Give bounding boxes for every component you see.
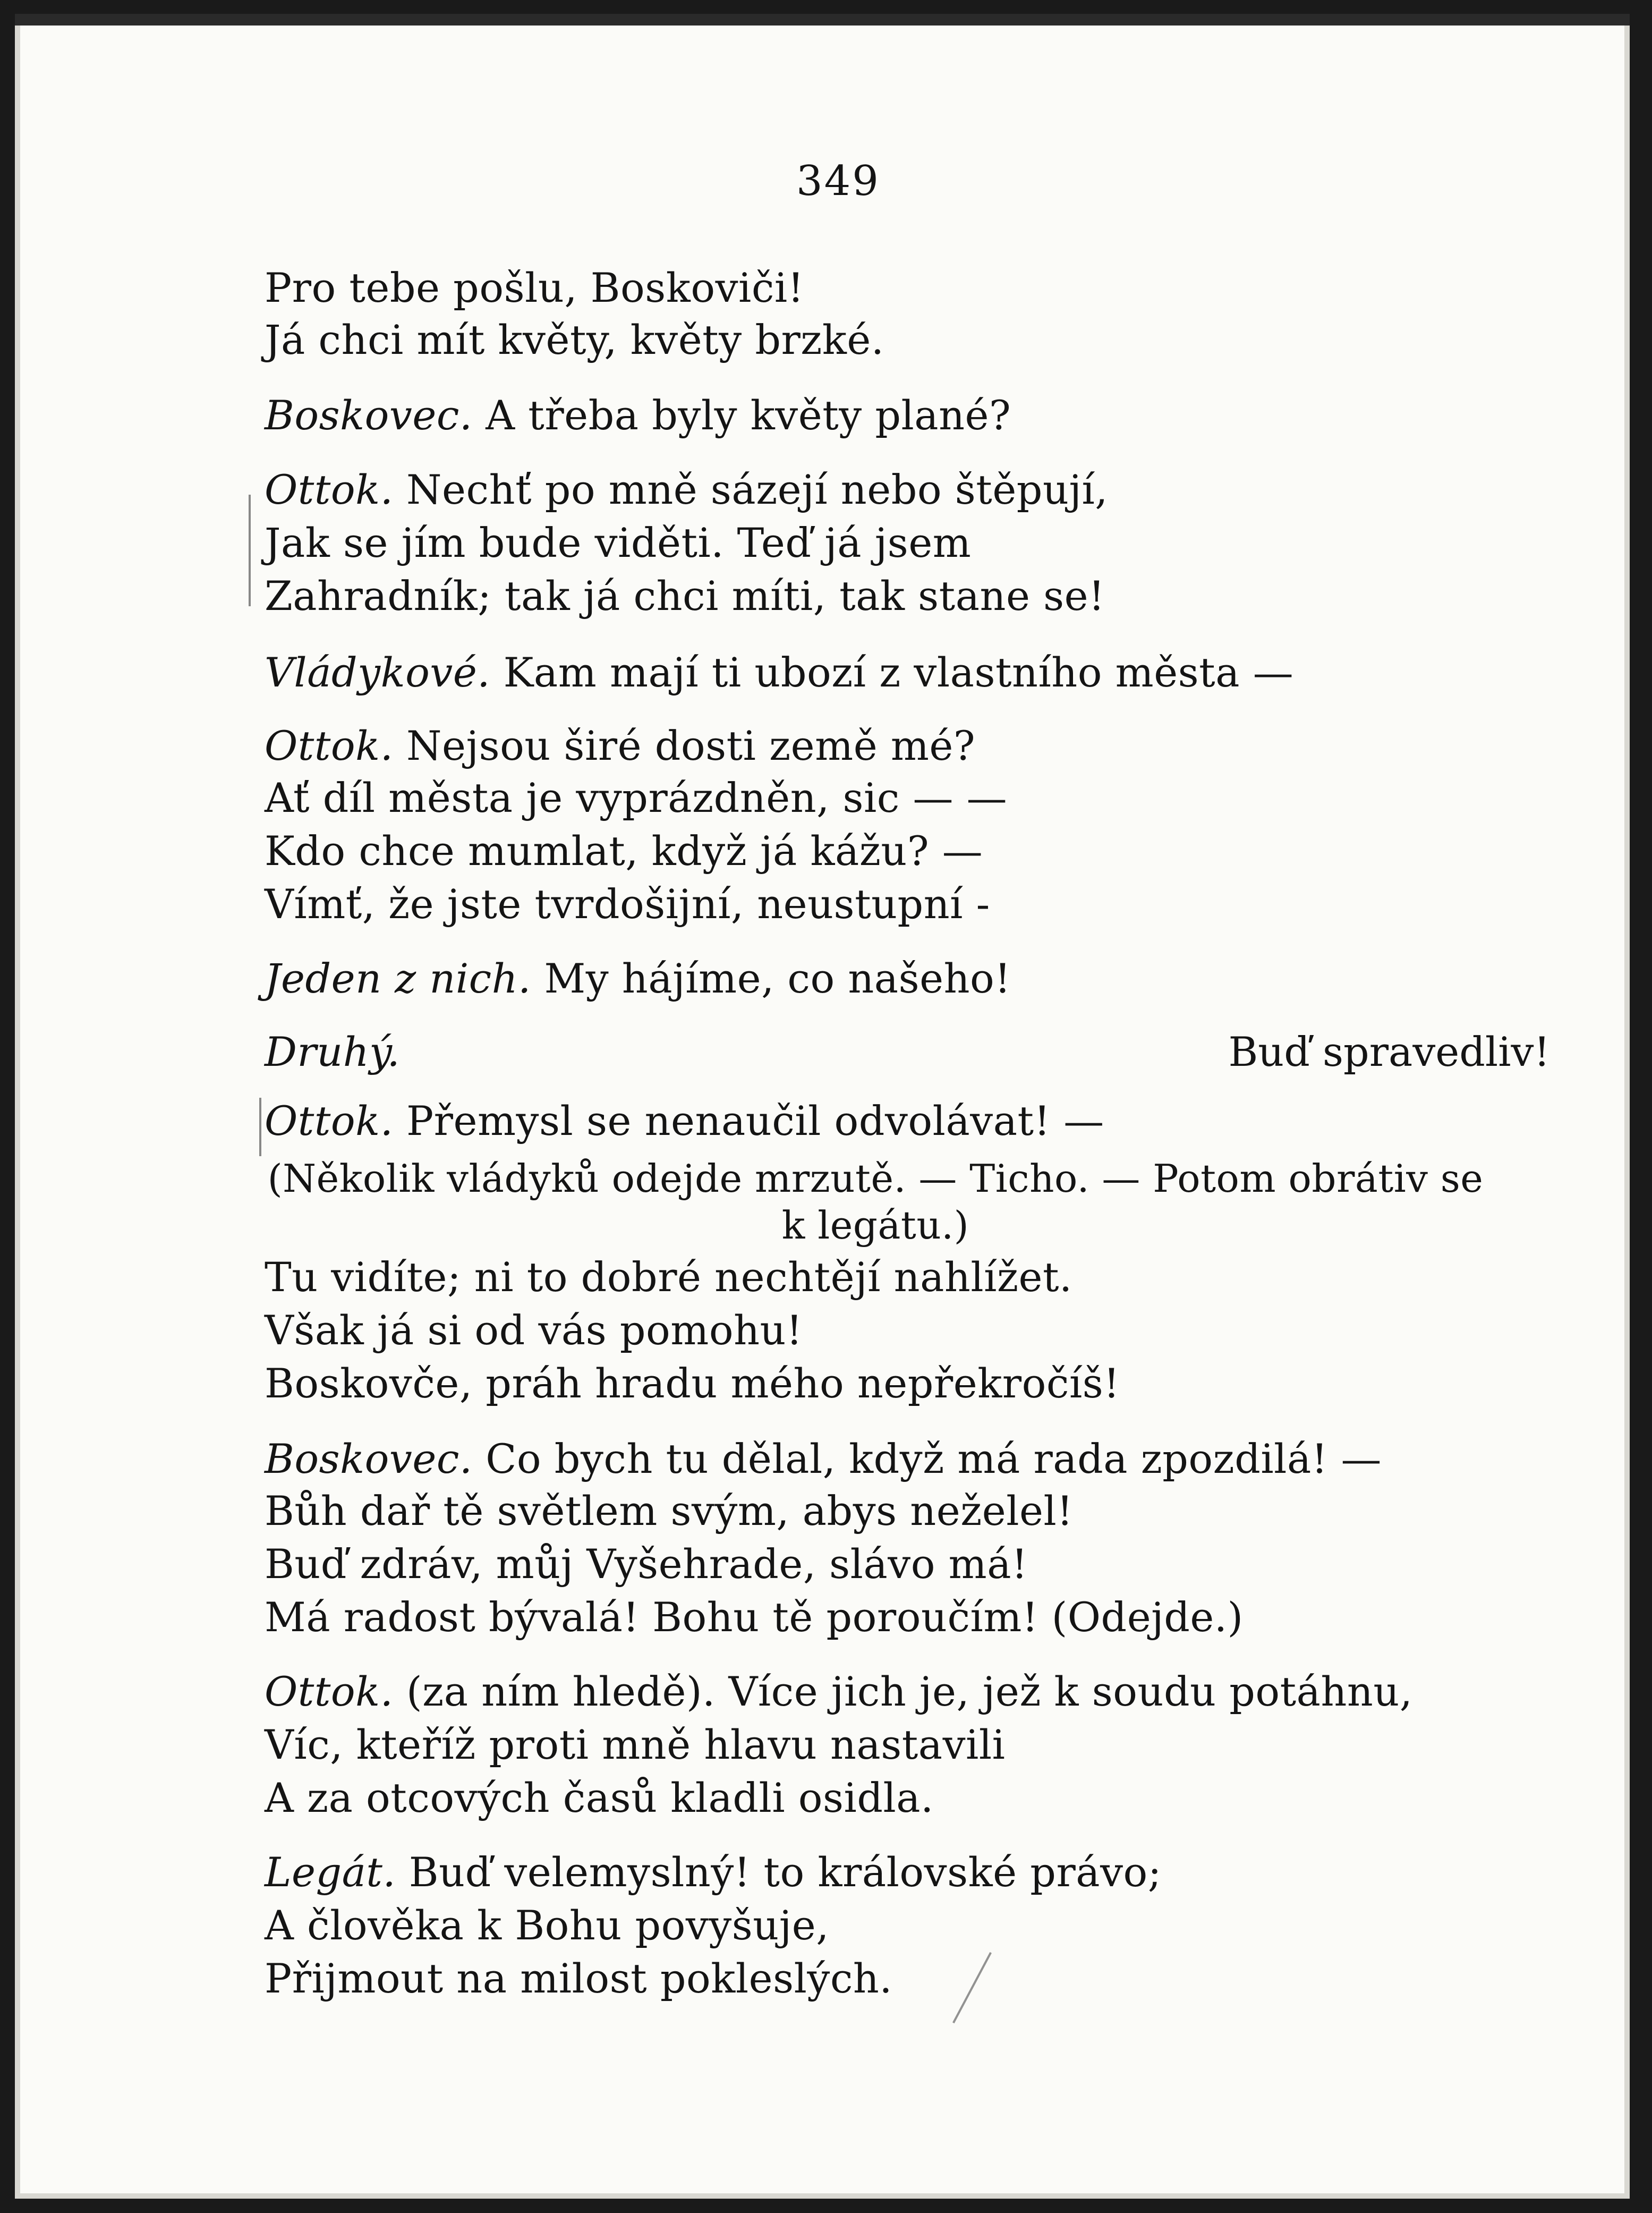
- line-text: Tu vidíte; ni to dobré nechtějí nahlížet.: [265, 1253, 1072, 1301]
- dialogue-line: [265, 720, 975, 771]
- verse-line: [265, 1953, 892, 2004]
- verse-line: [265, 1719, 1005, 1770]
- speaker-name: Druhý.: [265, 1028, 401, 1075]
- line-text: Já chci mít květy, květy brzké.: [265, 316, 884, 363]
- line-text: Zahradník; tak já chci míti, tak stane se!: [265, 572, 1105, 620]
- verse-line: [265, 1305, 803, 1356]
- dialogue-line: [265, 953, 1011, 1004]
- margin-pencil-mark: [249, 495, 251, 606]
- verse-line: [265, 315, 884, 366]
- line-text: Kam mají ti ubozí z vlastního města —: [503, 649, 1294, 696]
- verse-line: [265, 826, 983, 877]
- line-text: Jak se jím bude viděti. Teď já jsem: [265, 519, 972, 566]
- dialogue-line: [265, 390, 1011, 441]
- line-text: My hájíme, co našeho!: [544, 955, 1011, 1002]
- verse-line: [265, 1539, 1028, 1590]
- top-edge-rule: [15, 14, 1630, 26]
- verse-line: [265, 773, 1007, 824]
- dialogue-line: [265, 1027, 400, 1078]
- stage-direction-line-2: k legátu.): [781, 1203, 969, 1248]
- line-text: Bůh dař tě světlem svým, abys neželel!: [265, 1487, 1074, 1534]
- line-text: Nejsou širé dosti země mé?: [406, 722, 976, 769]
- speaker-name: Ottok.: [265, 722, 394, 769]
- line-text: Přijmout na milost pokleslých.: [265, 1955, 893, 2002]
- line-text: Přemysl se nenaučil odvolávat! —: [406, 1097, 1104, 1144]
- line-text: Co bych tu dělal, když má rada zpozdilá! —: [486, 1435, 1382, 1482]
- line-text: A třeba byly květy plané?: [486, 392, 1011, 439]
- line-text: (za ním hledě). Více jich je, jež k soudu potáhnu,: [406, 1668, 1413, 1715]
- line-text: Ať díl města je vyprázdněn, sic — —: [265, 774, 1008, 821]
- verse-line: [265, 1486, 1073, 1537]
- dialogue-line: [265, 1434, 1382, 1485]
- line-text: Však já si od vás pomohu!: [265, 1307, 803, 1354]
- margin-pencil-mark: [259, 1098, 261, 1156]
- verse-line: [265, 518, 971, 569]
- speaker-name: Boskovec.: [265, 392, 473, 439]
- speaker-name: Ottok.: [265, 1097, 394, 1144]
- line-text: Kdo chce mumlat, když já kážu? —: [265, 827, 983, 875]
- verse-line: [265, 262, 804, 313]
- line-text: A za otcových časů kladli osidla.: [265, 1774, 934, 1821]
- line-text: Nechť po mně sázejí nebo štěpují,: [406, 466, 1108, 513]
- margin-pencil-mark: [952, 1952, 992, 2023]
- verse-line: [265, 1592, 1244, 1643]
- stage-direction-line-1: (Několik vládyků odejde mrzutě. — Ticho. — Potom obrátiv se: [267, 1156, 1484, 1201]
- speaker-name: Boskovec.: [265, 1435, 473, 1482]
- verse-line: [265, 1252, 1072, 1303]
- dialogue-line: [265, 1847, 1162, 1898]
- speaker-name: Ottok.: [265, 466, 394, 513]
- dialogue-line: [265, 464, 1108, 515]
- verse-line: [265, 1900, 829, 1951]
- line-text: A člověka k Bohu povyšuje,: [265, 1902, 829, 1949]
- line-text: Vímť, že jste tvrdošijní, neustupní -: [265, 880, 990, 928]
- page-number: 349: [796, 157, 880, 205]
- speaker-name: Vládykové.: [265, 649, 490, 696]
- line-text: Buď zdráv, můj Vyšehrade, slávo má!: [265, 1540, 1028, 1588]
- line-text: Má radost bývalá! Bohu tě poroučím! (Odejde.): [265, 1593, 1244, 1641]
- verse-line: [265, 1773, 934, 1824]
- dialogue-line: [265, 1666, 1412, 1717]
- book-page: [15, 14, 1630, 2199]
- line-text: Buď velemyslný! to královské právo;: [408, 1849, 1162, 1896]
- verse-line: [265, 879, 990, 930]
- line-text: Boskovče, práh hradu mého nepřekročíš!: [265, 1360, 1120, 1407]
- dialogue-line: [265, 647, 1293, 698]
- speaker-name: Legát.: [265, 1849, 396, 1896]
- druhy-reply: Buď spravedliv!: [1228, 1028, 1550, 1075]
- line-text: Pro tebe pošlu, Boskoviči!: [265, 264, 804, 311]
- speaker-name: Ottok.: [265, 1668, 394, 1715]
- line-text: Víc, kteříž proti mně hlavu nastavili: [265, 1721, 1006, 1768]
- speaker-name: Jeden z nich.: [265, 955, 531, 1002]
- verse-line: [265, 571, 1105, 622]
- verse-line: [265, 1358, 1120, 1409]
- dialogue-line: [265, 1096, 1104, 1147]
